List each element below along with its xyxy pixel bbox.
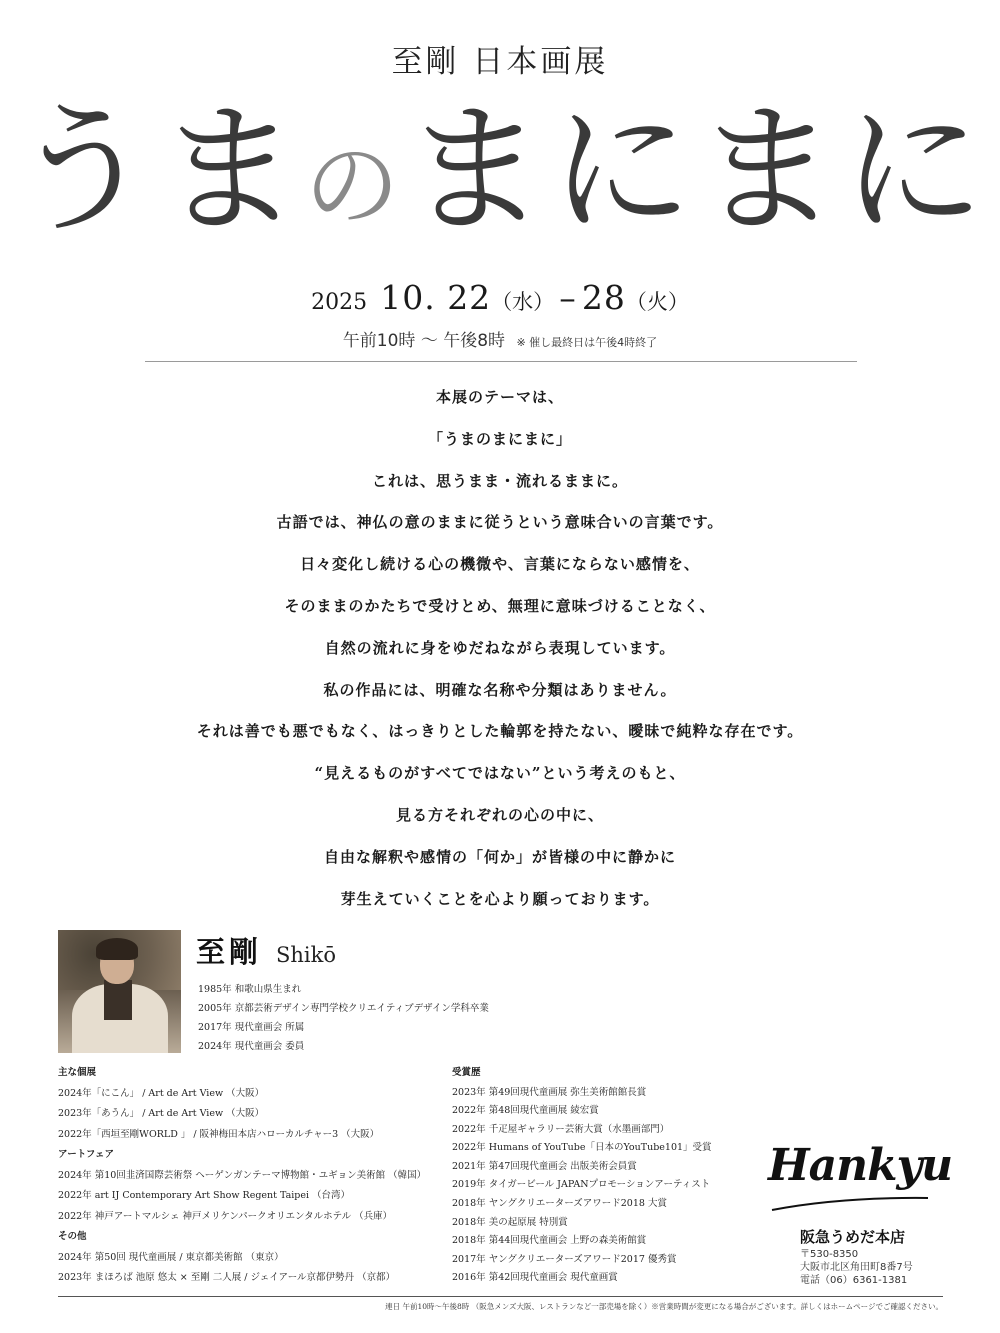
award-item: 2016年 第42回現代童画会 現代童画賞 bbox=[452, 1272, 618, 1284]
bio-item: 2005年 京都芸術デザイン専門学校クリエイティブデザイン学科卒業 bbox=[198, 1003, 489, 1014]
statement-line: 芽生えていくことを心より願っております。 bbox=[340, 889, 660, 908]
logo-swoosh-icon bbox=[770, 1195, 930, 1213]
artist-name-en: Shikō bbox=[276, 943, 337, 967]
divider-bottom bbox=[58, 1296, 943, 1297]
weekday-end: （火） bbox=[625, 290, 689, 314]
history-item: 2023年「あうん」 / Art de Art View （大阪） bbox=[58, 1108, 265, 1119]
award-item: 2022年 Humans of YouTube「日本のYouTube101」受賞 bbox=[452, 1142, 712, 1154]
history-item: 2023年 まほろば 池原 悠太 × 至剛 二人展 / ジェイアール京都伊勢丹 （京都） bbox=[58, 1272, 396, 1283]
artist-statement bbox=[0, 384, 1000, 927]
statement-line: 私の作品には、明確な名称や分類はありません。 bbox=[323, 680, 677, 699]
history-item: 2024年 第50回 現代童画展 / 東京都美術館 （東京） bbox=[58, 1251, 284, 1263]
section-title: その他 bbox=[58, 1231, 87, 1242]
opening-hours bbox=[0, 326, 1000, 351]
section-title: 主な個展 bbox=[58, 1067, 97, 1078]
store-phone: 電話（06）6361-1381 bbox=[800, 1275, 908, 1286]
weekday-start: （水） bbox=[491, 290, 555, 314]
award-item: 2021年 第47回現代童画会 出版美術会員賞 bbox=[452, 1160, 637, 1172]
statement-line: 「うまのまにまに」 bbox=[427, 429, 572, 448]
date-end: 28 bbox=[581, 278, 626, 317]
divider-top bbox=[145, 361, 857, 362]
statement-line: それは善でも悪でもなく、はっきりとした輪郭を持たない、曖昧で純粋な存在です。 bbox=[196, 722, 804, 741]
history-item: 2022年 art IJ Contemporary Art Show Regent Taipei （台湾） bbox=[58, 1190, 351, 1201]
exhibition-title: 至剛 日本画展 bbox=[391, 44, 609, 80]
statement-line: 日々変化し続ける心の機微や、言葉にならない感情を、 bbox=[300, 555, 700, 574]
award-item: 2022年 千疋屋ギャラリー芸術大賞（水墨画部門） bbox=[452, 1123, 670, 1135]
artist-name-jp: 至剛 bbox=[196, 935, 263, 969]
footer-note: 連日 午前10時〜午後8時 （阪急メンズ大阪、レストランなど一部売場を除く）※営業時間が変更になる場合がございます。詳しくはホームページでご確認ください。 bbox=[385, 1302, 943, 1311]
year: 2025 bbox=[311, 290, 368, 315]
store-address: 大阪市北区角田町8番7号 bbox=[800, 1262, 913, 1273]
statement-line: 見る方それぞれの心の中に、 bbox=[395, 805, 604, 824]
bio-item: 2017年 現代童画会 所属 bbox=[198, 1022, 305, 1033]
statement-line: 本展のテーマは、 bbox=[435, 388, 564, 406]
statement-line: 自然の流れに身をゆだねながら表現しています。 bbox=[324, 638, 676, 657]
history-item: 2024年「にこん」 / Art de Art View （大阪） bbox=[58, 1087, 265, 1099]
statement-line: 自由な解釈や感情の「何か」が皆様の中に静かに bbox=[323, 847, 676, 866]
awards-list bbox=[452, 1063, 762, 1288]
exhibition-history bbox=[58, 1063, 443, 1289]
store-name: 阪急うめだ本店 bbox=[800, 1228, 906, 1246]
award-item: 2022年 第48回現代童画展 綾宏賞 bbox=[452, 1105, 599, 1117]
bio-item: 2024年 現代童画会 委員 bbox=[198, 1041, 305, 1052]
main-title-part-1: うま bbox=[12, 88, 304, 253]
hours-note: ※ 催し最終日は午後4時終了 bbox=[516, 336, 658, 349]
hours-text: 午前10時 〜 午後8時 bbox=[342, 331, 506, 351]
store-info bbox=[800, 1248, 913, 1287]
bio-item: 1985年 和歌山県生まれ bbox=[198, 984, 302, 995]
statement-line: これは、思うまま・流れるままに。 bbox=[371, 471, 628, 490]
artist-photo bbox=[58, 930, 181, 1053]
exhibition-dates bbox=[0, 278, 1000, 317]
statement-line: そのままのかたちで受けとめ、無理に意味づけることなく、 bbox=[284, 596, 716, 615]
main-title-part-3: まにまに bbox=[404, 88, 988, 253]
date-start: 10. 22 bbox=[380, 278, 492, 317]
award-item: 2019年 タイガービール JAPANプロモーションアーティスト bbox=[452, 1179, 711, 1191]
history-item: 2024年 第10回韭済国際芸術祭 ヘーゲンガンテーマ博物館・ユギョン美術館 （韓国） bbox=[58, 1169, 427, 1181]
award-item: 2017年 ヤングクリエーターズアワード2017 優秀賞 bbox=[452, 1253, 677, 1265]
artist-bio bbox=[198, 980, 489, 1056]
hankyu-logo: Hankyu bbox=[768, 1140, 953, 1191]
awards-title: 受賞歴 bbox=[452, 1067, 481, 1078]
statement-line: 古語では、神仏の意のままに従うという意味合いの言葉です。 bbox=[276, 513, 724, 532]
main-title-part-2: の bbox=[304, 130, 404, 242]
statement-line: “見えるものがすべてではない”という考えのもと、 bbox=[314, 764, 686, 783]
history-item: 2022年「西垣至剛WORLD 」 / 阪神梅田本店ハローカルチャー3 （大阪） bbox=[58, 1128, 380, 1140]
artist-name bbox=[196, 930, 336, 971]
history-item: 2022年 神戸アートマルシェ 神戸メリケンパークオリエンタルホテル （兵庫） bbox=[58, 1210, 393, 1222]
date-dash: – bbox=[559, 278, 577, 317]
award-item: 2018年 美の起原展 特別賞 bbox=[452, 1216, 568, 1228]
award-item: 2018年 ヤングクリエーターズアワード2018 大賞 bbox=[452, 1198, 667, 1210]
main-title bbox=[0, 68, 1000, 273]
section-title: アートフェア bbox=[58, 1149, 114, 1160]
award-item: 2023年 第49回現代童画展 弥生美術館館長賞 bbox=[452, 1086, 647, 1098]
store-postal: 〒530-8350 bbox=[800, 1249, 859, 1260]
award-item: 2018年 第44回現代童画会 上野の森美術館賞 bbox=[452, 1235, 647, 1247]
